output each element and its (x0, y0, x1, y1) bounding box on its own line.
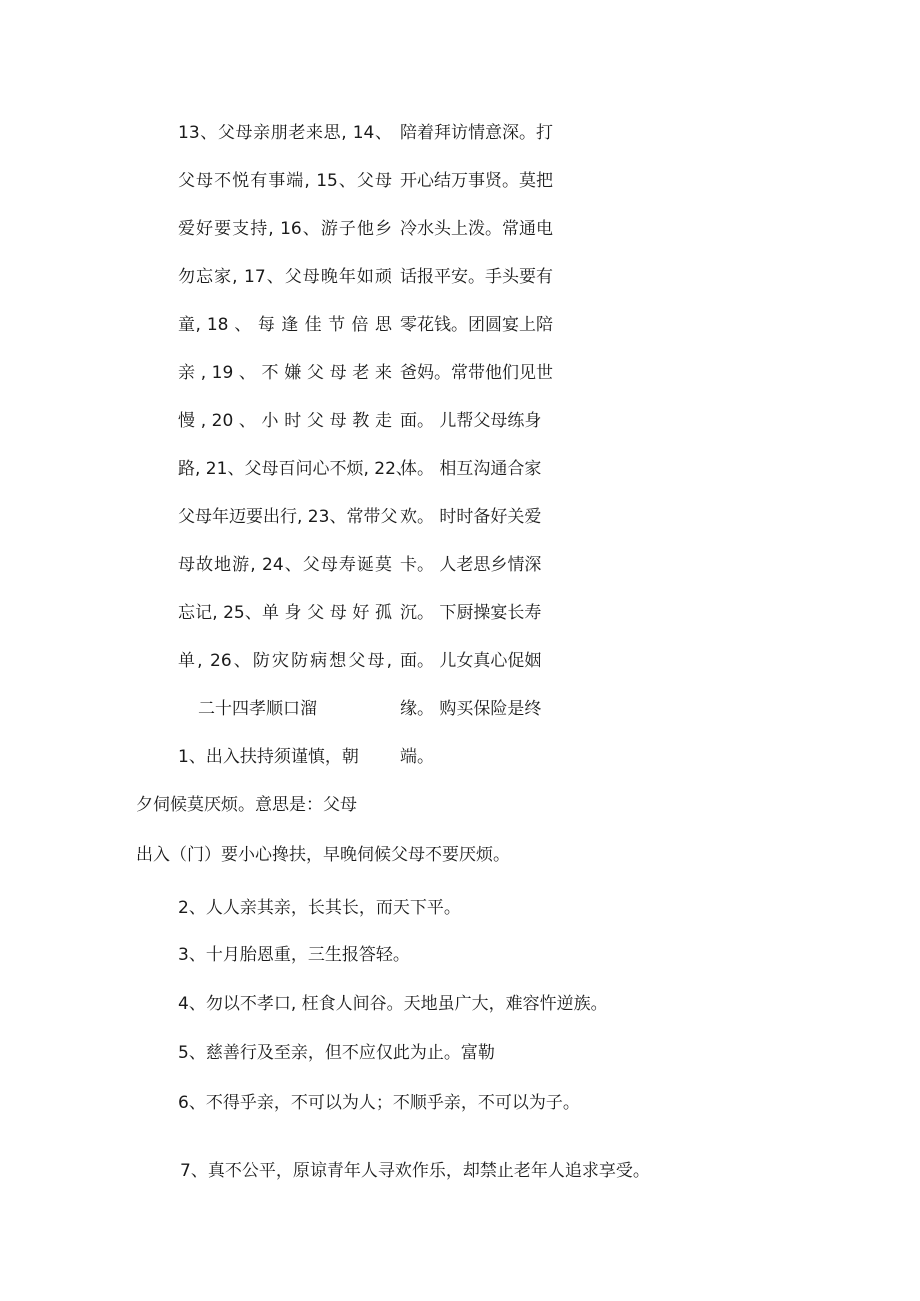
section-heading: 二十四孝顺口溜 (198, 699, 317, 719)
right-line-7: 面。 儿帮父母练身 (400, 411, 542, 431)
left-line-9: 父母年迈要出行, 23、常带父 (178, 507, 398, 527)
right-line-1: 陪着拜访情意深。打 (400, 123, 553, 143)
left-line-4: 勿忘家, 17、父母晚年如顽 (178, 267, 392, 287)
item-5: 5、慈善行及至亲，但不应仅此为止。富勒 (178, 1043, 495, 1063)
left-line-12: 单, 26、防灾防病想父母, (178, 651, 392, 671)
right-line-8: 体。 相互沟通合家 (400, 459, 542, 479)
right-line-12: 面。 儿女真心促姻 (400, 651, 542, 671)
right-line-5: 零花钱。团圆宴上陪 (400, 315, 553, 335)
right-line-2: 开心结万事贤。莫把 (400, 171, 553, 191)
left-line-10: 母故地游, 24、父母寿诞莫 (178, 555, 392, 575)
right-line-10: 卡。 人老思乡情深 (400, 555, 542, 575)
right-line-6: 爸妈。常带他们见世 (400, 363, 553, 383)
left-line-11: 忘记, 25、单 身 父 母 好 孤 (178, 603, 392, 623)
left-line-3: 爱好要支持, 16、游子他乡 (178, 219, 392, 239)
item-1-line-c: 出入（门）要小心搀扶，早晚伺候父母不要厌烦。 (136, 845, 510, 865)
item-6: 6、不得乎亲，不可以为人；不顺乎亲，不可以为子。 (178, 1093, 580, 1113)
item-1-line-b: 夕伺候莫厌烦。意思是：父母 (136, 795, 357, 815)
item-1-line-a: 1、出入扶持须谨慎，朝 (178, 747, 359, 767)
right-line-14: 端。 (400, 747, 434, 767)
left-line-1: 13、父母亲朋老来思, 14、 (178, 123, 392, 143)
item-7: 7、真不公平，原谅青年人寻欢作乐，却禁止老年人追求享受。 (180, 1161, 650, 1181)
item-4: 4、勿以不孝口, 枉食人间谷。天地虽广大，难容忤逆族。 (178, 994, 608, 1014)
left-line-7: 慢 , 20 、 小 时 父 母 教 走 (178, 411, 392, 431)
left-line-5: 童, 18 、 每 逢 佳 节 倍 思 (178, 315, 392, 335)
item-3: 3、十月胎恩重，三生报答轻。 (178, 945, 410, 965)
right-line-11: 沉。 下厨操宴长寿 (400, 603, 542, 623)
right-line-3: 冷水头上泼。常通电 (400, 219, 553, 239)
right-line-9: 欢。 时时备好关爱 (400, 507, 542, 527)
left-line-2: 父母不悦有事端, 15、父母 (178, 171, 392, 191)
right-line-4: 话报平安。手头要有 (400, 267, 553, 287)
left-line-6: 亲 , 19 、 不 嫌 父 母 老 来 (178, 363, 392, 383)
left-line-8: 路, 21、父母百问心不烦, 22、 (178, 459, 413, 479)
item-2: 2、人人亲其亲，长其长，而天下平。 (178, 898, 461, 918)
right-line-13: 缘。 购买保险是终 (400, 699, 542, 719)
